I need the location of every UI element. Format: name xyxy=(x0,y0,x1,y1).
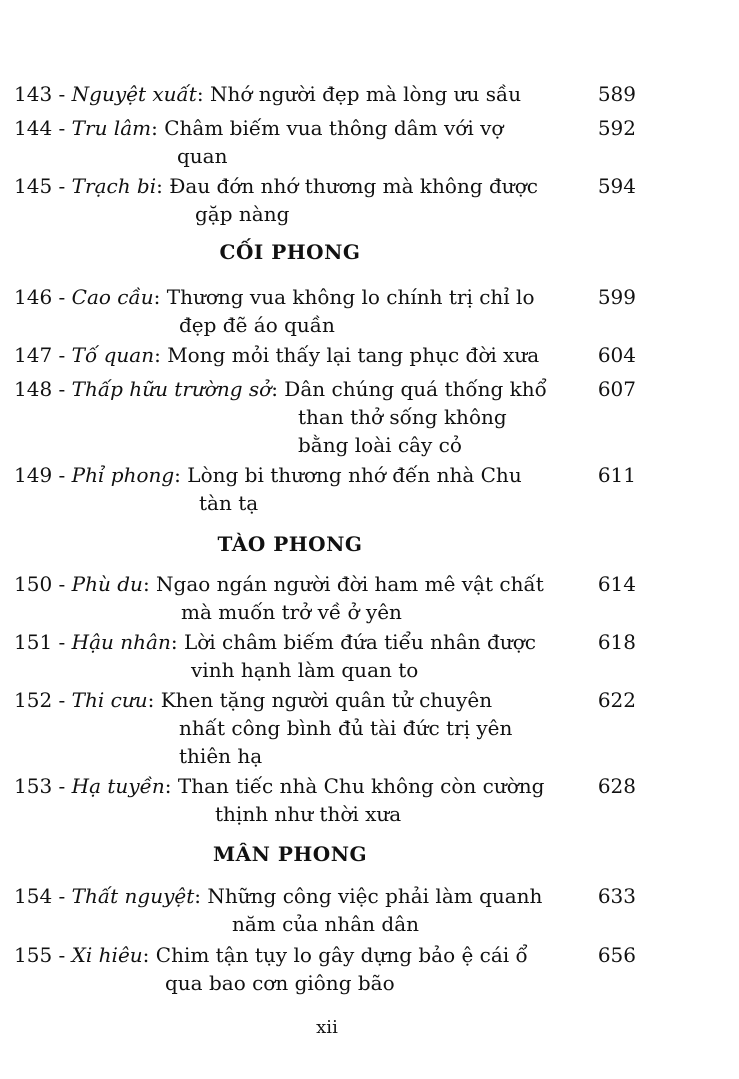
entry-number: 148 xyxy=(14,377,53,401)
entry-title: Tru lâm xyxy=(71,116,152,140)
entry-number: 154 xyxy=(14,884,53,908)
entry-page-number: 594 xyxy=(597,174,636,198)
entry-title: Phỉ phong xyxy=(71,463,175,487)
entry-description: Than tiếc nhà Chu không còn cường xyxy=(177,774,545,798)
entry-continuation: nhất công bình đủ tài đức trị yên xyxy=(179,716,513,740)
entry-description: Những công việc phải làm quanh xyxy=(207,884,543,908)
section-heading-tao-phong: TÀO PHONG xyxy=(217,532,363,556)
entry-page-number: 599 xyxy=(597,285,636,309)
entry-number: 151 xyxy=(14,630,53,654)
entry-description: Nhớ người đẹp mà lòng ưu sầu xyxy=(209,82,522,106)
entry-title: Trạch bi xyxy=(71,174,157,198)
entry-number: 150 xyxy=(14,572,53,596)
entry-page-number: 592 xyxy=(597,116,636,140)
entry-title: Hạ tuyền xyxy=(71,774,165,798)
entry-description: Dân chúng quá thống khổ xyxy=(284,377,547,401)
entry-continuation: vinh hạnh làm quan to xyxy=(191,658,419,682)
entry-continuation: qua bao cơn giông bão xyxy=(165,971,395,995)
entry-description: Ngao ngán người đời ham mê vật chất xyxy=(156,572,544,596)
entry-number: 149 xyxy=(14,463,53,487)
entry-description: Lòng bi thương nhớ đến nhà Chu xyxy=(187,463,522,487)
entry-continuation: bằng loài cây cỏ xyxy=(298,433,462,457)
entry-description: Châm biếm vua thông dâm với vợ xyxy=(164,116,504,140)
entry-page-number: 589 xyxy=(597,82,636,106)
entry-title: Thấp hữu trường sở xyxy=(71,377,272,401)
entry-title: Thất nguyệt xyxy=(71,884,195,908)
entry-description: Thương vua không lo chính trị chỉ lo xyxy=(166,285,535,309)
entry-title: Phù du xyxy=(71,572,143,596)
entry-title: Xi hiêu xyxy=(71,943,143,967)
entry-continuation: tàn tạ xyxy=(199,491,259,515)
entry-continuation: than thở sống không xyxy=(298,405,507,429)
section-heading-man-phong: MÂN PHONG xyxy=(212,842,368,866)
entry-page-number: 611 xyxy=(597,463,636,487)
entry-page-number: 618 xyxy=(597,630,636,654)
entry-number: 147 xyxy=(14,343,53,367)
entry-number: 145 xyxy=(14,174,53,198)
entry-page-number: 633 xyxy=(597,884,636,908)
entry-title: Tố quan xyxy=(71,343,155,367)
entry-page-number: 628 xyxy=(597,774,636,798)
entry-title: Nguyệt xuất xyxy=(71,82,197,106)
entry-number: 144 xyxy=(14,116,53,140)
entry-title: Cao cầu xyxy=(71,285,154,309)
entry-description: Khen tặng người quân tử chuyên xyxy=(160,688,493,712)
toc-page: 143 - Nguyệt xuất: Nhớ người đẹp mà lòng ưu sầu 589 144 - Tru lâm: Châm biếm vua thông dâm với vợ quan 592 145 - Trạch bi: Đau đớn nhớ thương mà không được gặp nàng 594 CỐI PHONG 146 - Cao cầu: Thương vua không lo chính trị chỉ lo đẹp đẽ áo quần 599 147 - Tố quan: Mong mỏi thấy lại tang phục đời xưa 604 148 - Thấp hữu trường sở: Dân chúng quá thống khổ than thở sống không bằng loài cây cỏ 607 149 - Phỉ phong: Lòng bi thương nhớ đến nhà Chu tàn tạ 611 TÀO PHONG 150 - Phù du: Ngao ngán người đời ham mê vật chất mà muốn trở về ở yên 614 151 - Hậu nhân: Lời châm biếm đứa tiểu nhân được vinh hạnh làm quan to 618 152 - Thi cưu: Khen tặng người quân tử chuyên nhất công bình đủ tài đức trị yên thiên hạ 622 153 - Hạ tuyền: Than tiếc nhà Chu không còn cường thịnh như thời xưa 628 MÂN PHONG 154 - Thất nguyệt: Những công việc phải làm quanh năm của nhân dân 633 155 - Xi hiêu: Chim tận tụy lo gây dựng bảo ệ cái ổ qua bao cơn giông bão 656 xii xyxy=(0,0,739,1079)
section-heading-coi-phong: CỐI PHONG xyxy=(219,240,361,264)
entry-number: 143 xyxy=(14,82,53,106)
entry-continuation: mà muốn trở về ở yên xyxy=(181,600,402,624)
entry-number: 155 xyxy=(14,943,53,967)
entry-title: Thi cưu xyxy=(71,688,148,712)
entry-page-number: 656 xyxy=(597,943,636,967)
entry-number: 152 xyxy=(14,688,53,712)
entry-page-number: 622 xyxy=(597,688,636,712)
entry-number: 153 xyxy=(14,774,53,798)
entry-description: Mong mỏi thấy lại tang phục đời xưa xyxy=(167,343,540,367)
entry-page-number: 607 xyxy=(597,377,636,401)
entry-title: Hậu nhân xyxy=(71,630,171,654)
entry-continuation: đẹp đẽ áo quần xyxy=(179,313,335,337)
entry-continuation: năm của nhân dân xyxy=(232,912,420,936)
page-number-footer: xii xyxy=(316,1017,338,1038)
entry-continuation: gặp nàng xyxy=(195,202,290,226)
entry-description: Lời châm biếm đứa tiểu nhân được xyxy=(183,630,536,654)
entry-page-number: 614 xyxy=(597,572,636,596)
entry-number: 146 xyxy=(14,285,53,309)
entry-page-number: 604 xyxy=(597,343,636,367)
entry-description: Chim tận tụy lo gây dựng bảo ệ cái ổ xyxy=(155,943,528,967)
entry-continuation: thịnh như thời xưa xyxy=(215,802,402,826)
entry-continuation: quan xyxy=(177,144,228,168)
entry-description: Đau đớn nhớ thương mà không được xyxy=(169,174,538,198)
entry-continuation: thiên hạ xyxy=(179,744,263,768)
